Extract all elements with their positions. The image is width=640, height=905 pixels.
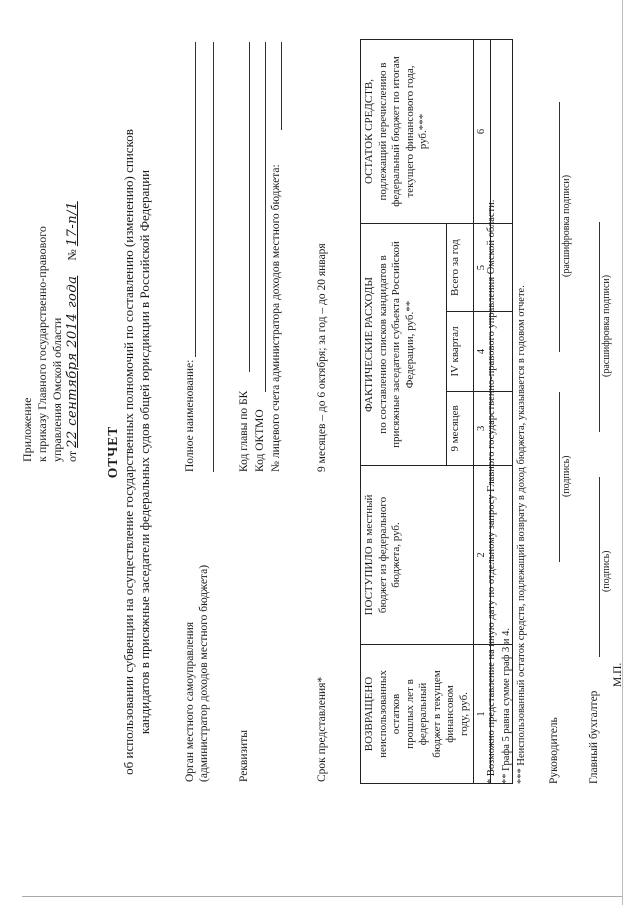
header-remainder-l3: федеральный бюджет по итогам <box>390 56 402 207</box>
accountant-decryption-caption: (расшифровка подписи) <box>601 274 612 377</box>
footnote-2: ** Графа 5 равна сумме граф 3 и 4. <box>501 627 512 784</box>
handwritten-date: 22 сентября 2014 года <box>65 275 80 448</box>
header-q4: IV квартал <box>447 312 474 392</box>
header-received-l1: ПОСТУПИЛО в местный <box>363 494 375 616</box>
header-expenses <box>361 224 447 466</box>
organ-label <box>183 565 211 782</box>
organ-label-line1: Орган местного самоуправления <box>184 621 196 782</box>
header-received-l3: бюджета, руб. <box>390 522 402 588</box>
footnote-3: *** Неиспользованный остаток средств, подлежащий возврату в доход бюджета, указывается в годовом отчете. <box>516 285 527 784</box>
oktmo-label: Код ОКТМО <box>254 409 266 472</box>
col-number-1: 1 <box>474 645 491 784</box>
header-remainder <box>361 40 474 224</box>
footnote-1: * Возможно представление на иную дату по отдельному запросу Главного государственно-правового управления Омской области. <box>486 199 497 784</box>
header-expenses-l4: Федерации, руб.** <box>403 300 416 389</box>
header-expenses-l1: ФАКТИЧЕСКИЕ РАСХОДЫ <box>363 277 375 412</box>
deadline-label: Срок представления* <box>316 676 328 782</box>
header-received <box>361 466 474 645</box>
annex-line1: Приложение <box>20 397 34 462</box>
organ-label-line2: (администратор доходов местного бюджета) <box>198 564 210 782</box>
full-name-label: Полное наименование: <box>184 359 196 472</box>
header-remainder-l2: подлежащий перечислению в <box>376 62 389 201</box>
head-label: Руководитель <box>548 717 560 784</box>
header-remainder-l5: руб.*** <box>417 113 429 150</box>
head-signature-caption: (подпись) <box>561 455 572 497</box>
requisites-label: Реквизиты <box>238 730 250 782</box>
header-remainder-l4: текущего финансового года, <box>403 65 416 198</box>
full-name-line <box>195 42 196 357</box>
accountant-label: Главный бухгалтер <box>588 690 600 784</box>
report-heading: ОТЧЕТ <box>105 425 120 479</box>
header-returned-l2: неиспользованных остатков <box>376 670 402 758</box>
date-prefix: от <box>65 450 79 462</box>
head-decryption-caption: (расшифровка подписи) <box>561 174 572 277</box>
header-expenses-l3: присяжные заседатели субъекта Российской <box>390 241 402 448</box>
col-number-4: 4 <box>474 312 491 392</box>
handwritten-number: 17-п/1 <box>65 201 80 247</box>
page-bottom-line <box>22 896 622 897</box>
annex-line3: управления Омской области <box>50 317 64 462</box>
header-received-l2: бюджет из федерального <box>376 496 389 614</box>
stamp-label: М.П. <box>612 662 624 687</box>
annex-date-line <box>65 42 80 462</box>
deadline-value: 9 месяцев – до 6 октября; за год – до 20 января <box>316 243 328 472</box>
title-line2: кандидатов в присяжные заседатели федеральных судов общей юрисдикции в Российской Федерации <box>137 169 152 735</box>
rotated-document-page <box>15 12 625 892</box>
account-label: № лицевого счета администратора доходов местного бюджета: <box>270 164 282 472</box>
accountant-signature-line <box>599 477 600 657</box>
title-line1: об использовании субвенции на осуществление государственных полномочий по составлению (изменению) списков <box>121 129 136 775</box>
oktmo-line <box>265 42 266 392</box>
bk-code-line <box>249 42 250 372</box>
account-line <box>281 42 282 130</box>
annex-line2: к приказу Главного государственно-правового <box>35 226 49 462</box>
head-signature-line <box>559 392 560 562</box>
col-number-3: 3 <box>474 391 491 465</box>
accountant-decryption-line <box>599 222 600 432</box>
report-title <box>105 52 153 852</box>
header-9-months: 9 месяцев <box>447 391 474 465</box>
header-returned-l4: бюджет в текущем финансовом <box>430 670 456 758</box>
accountant-signature-caption: (подпись) <box>601 550 612 592</box>
header-returned-l1: ВОЗВРАЩЕНО <box>363 676 375 752</box>
header-year-total: Всего за год <box>447 224 474 312</box>
header-remainder-l1: ОСТАТОК СРЕДСТВ, <box>363 79 375 184</box>
header-returned-l3: прошлых лет в федеральный <box>403 679 429 749</box>
col-number-6: 6 <box>474 40 491 224</box>
col-number-5: 5 <box>474 224 491 312</box>
bk-code-label: Код главы по БК <box>238 390 250 472</box>
header-returned-l5: году, руб. <box>457 692 470 736</box>
full-name-line-2 <box>213 42 214 472</box>
annex-block <box>20 42 80 462</box>
header-expenses-l2: по составлению списков кандидатов в <box>376 255 389 434</box>
col-number-2: 2 <box>474 466 491 645</box>
number-prefix: № <box>65 249 79 261</box>
value-cell-6[interactable] <box>490 40 512 224</box>
head-decryption-line <box>559 102 560 352</box>
header-returned <box>361 645 474 784</box>
